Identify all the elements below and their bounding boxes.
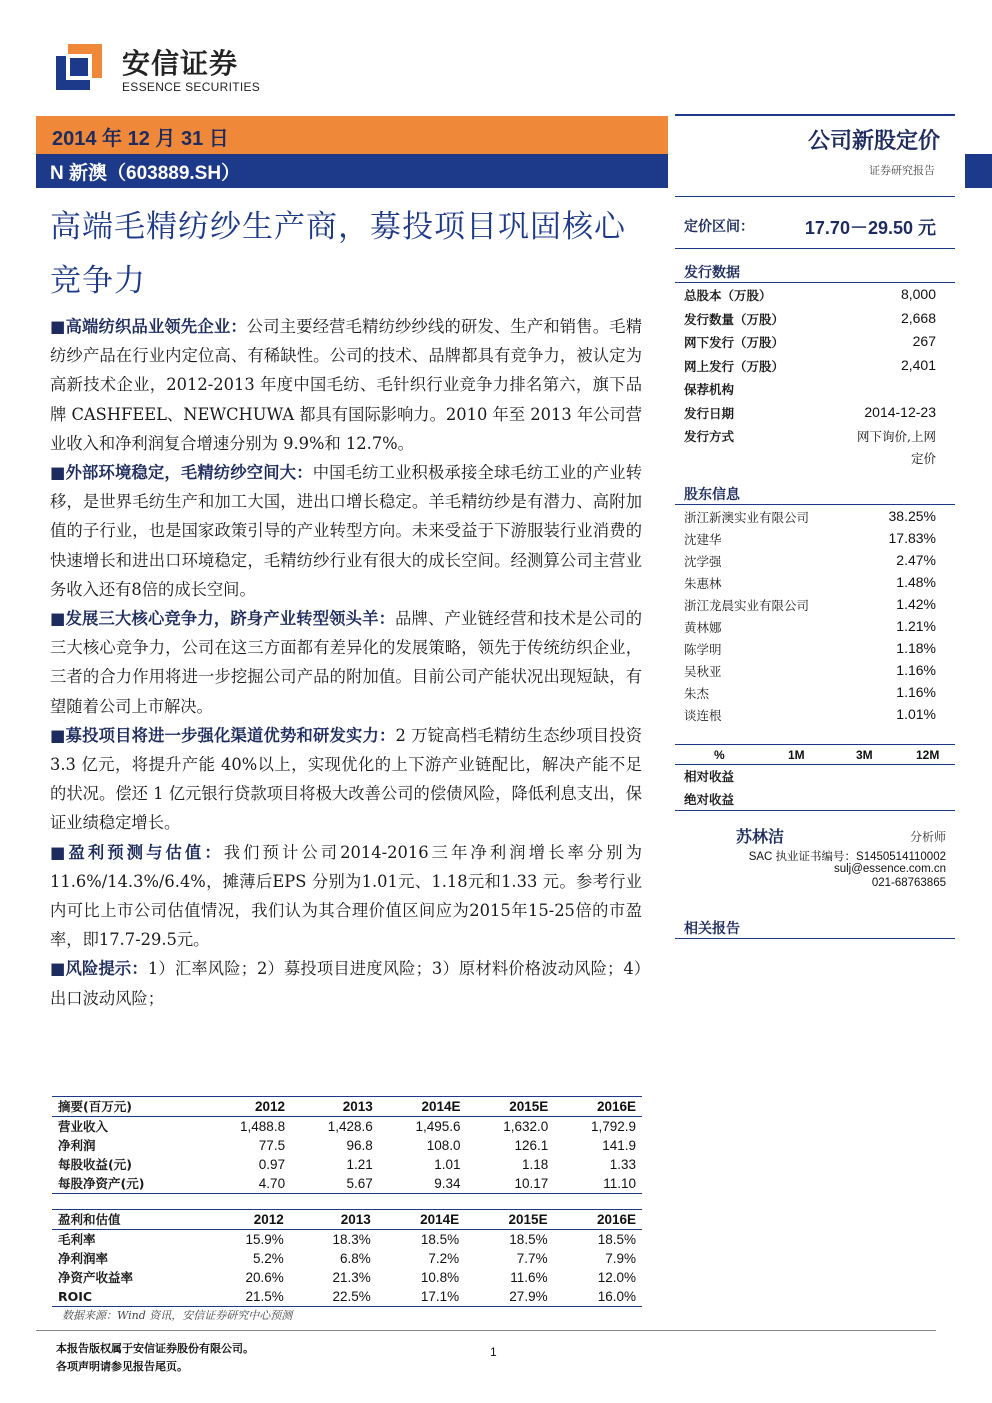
table-cell: 11.10 (554, 1174, 642, 1194)
bullet-paragraph (50, 721, 642, 838)
report-type: 公司新股定价 (807, 128, 940, 154)
issue-value: 2,668 (900, 310, 936, 326)
divider (675, 810, 955, 811)
bullet-heading: ■盈利预测与估值： (50, 842, 224, 862)
analyst-role: 分析师 (909, 830, 946, 844)
table-cell: 77.5 (258, 1138, 286, 1153)
table-header-cell: 2015E (467, 1097, 555, 1117)
table-row (52, 1249, 642, 1268)
issue-value: 网下询价,上网 (857, 429, 936, 444)
shareholder-percent: 1.42% (896, 596, 936, 612)
table-cell: 7.7% (516, 1251, 548, 1266)
table-cell: 10.8% (420, 1270, 460, 1285)
company-logo-icon (56, 44, 102, 90)
table-cell: 18.3% (332, 1232, 371, 1247)
table-cell: 5.2% (252, 1251, 284, 1266)
table-cell: 1,632.0 (503, 1119, 549, 1134)
bullet-heading: ■外部环境稳定，毛精纺纱空间大： (50, 463, 313, 483)
shareholder-percent: 1.01% (896, 706, 936, 722)
bullet-text: 2 万锭高档毛精纺生态纱项目投资 3.3 亿元，将提升产能 40%以上，实现优化的上下游产业链配比，解决产能不足的状况。偿还 1 亿元银行贷款项目将极大改善公司的偿债风险，降低利息支出，保证业绩稳定增长。 (50, 725, 642, 833)
issue-label: 发行日期 (684, 406, 735, 421)
divider (675, 282, 955, 283)
divider (675, 196, 955, 197)
table-cell: 16.0% (554, 1287, 642, 1307)
shareholder-name: 浙江新澳实业有限公司 (684, 510, 810, 525)
bullet-paragraph (50, 458, 642, 604)
table-cell: 净利润率 (58, 1251, 109, 1266)
shareholder-name: 陈学明 (684, 642, 722, 657)
bullet-paragraph (50, 312, 642, 458)
perf-col-3m: 3M (856, 748, 873, 762)
headline: 高端毛精纺纱生产商，募投项目巩固核心竞争力 (50, 209, 626, 299)
profitability-table (52, 1209, 642, 1307)
issue-label: 发行方式 (684, 429, 735, 444)
table-cell: 21.3% (332, 1270, 371, 1285)
table-cell: 108.0 (426, 1138, 461, 1153)
data-source-note: 数据来源：Wind 资讯，安信证券研究中心预测 (62, 1309, 293, 1322)
table-header-row (52, 1210, 642, 1230)
table-cell: 126.1 (514, 1138, 549, 1153)
perf-col-1m: 1M (788, 748, 805, 762)
table-cell: 9.34 (379, 1174, 467, 1194)
shareholder-percent: 1.16% (896, 684, 936, 700)
table-cell: 4.70 (203, 1174, 291, 1194)
shareholder-name: 浙江龙晨实业有限公司 (684, 598, 810, 613)
shareholder-percent: 1.18% (896, 640, 936, 656)
report-subtitle: 证券研究报告 (869, 164, 935, 177)
shareholder-percent: 1.48% (896, 574, 936, 590)
table-cell: 1.18 (521, 1157, 549, 1172)
table-row (52, 1117, 642, 1137)
bullet-heading: ■风险提示： (50, 959, 148, 979)
table-cell: 17.1% (377, 1287, 465, 1307)
bullet-text: 1）汇率风险；2）募投项目进度风险；3）原材料价格波动风险；4）出口波动风险； (50, 959, 642, 1008)
table-cell: 27.9% (465, 1287, 553, 1307)
brand-name-cn: 安信证券 (122, 47, 239, 80)
table-header-cell: 2016E (554, 1210, 642, 1230)
table-cell: 7.2% (428, 1251, 460, 1266)
table-cell: 12.0% (597, 1270, 636, 1285)
issue-value: 8,000 (900, 286, 936, 302)
bullet-text: 中国毛纺工业积极承接全球毛纺工业的产业转移，是世界毛纺生产和加工大国，进出口增长稳定。羊毛精纺纱是有潜力、高附加值的子行业，也是国家政策引导的产业转型方向。未来受益于下游服装行业消费的快速增长和进出口环境稳定，毛精纺纱行业有很大的成长空间。经测算公司主营业务收入还有8倍的成长空间。 (50, 463, 642, 599)
bullet-text: 公司主要经营毛精纺纱纱线的研发、生产和销售。毛精纺纱产品在行业内定位高、有稀缺性。公司的技术、品牌都具有竞争力，被认定为高新技术企业，2012-2013 年度中国毛纺、毛针织行业竞争力排名第六，旗下品牌 CASHFEEL、NEWCHUWA 都具有国际影响力。2010 年至 2013 年公司营业收入和净利润复合增速分别为 9.9%和 12.7%。 (50, 317, 642, 453)
divider (675, 114, 955, 116)
table-header-cell: 2016E (554, 1097, 642, 1117)
table-cell: 毛利率 (58, 1232, 96, 1247)
table-cell: 净资产收益率 (58, 1270, 134, 1285)
analyst-name: 苏林洁 (736, 827, 785, 846)
table-cell: 18.5% (509, 1232, 548, 1247)
shareholder-percent: 38.25% (888, 508, 936, 524)
divider (675, 248, 955, 249)
related-reports-title: 相关报告 (684, 921, 740, 937)
table-header-cell: 2013 (290, 1210, 377, 1230)
table-cell: 1.33 (609, 1157, 636, 1172)
table-cell: 22.5% (290, 1287, 377, 1307)
copyright-note: 本报告版权属于安信证券股份有限公司。 (56, 1342, 254, 1355)
analyst-email[interactable]: sulj@essence.com.cn (833, 863, 946, 875)
issue-label: 保荐机构 (684, 382, 735, 397)
report-date: 2014 年 12 月 31 日 (52, 128, 229, 150)
table-header-cell: 盈利和估值 (52, 1210, 203, 1230)
issue-label: 网上发行（万股） (684, 359, 785, 374)
perf-col-unit: % (714, 748, 725, 762)
table-cell: 18.5% (420, 1232, 460, 1247)
perf-label: 绝对收益 (684, 792, 735, 807)
table-cell: 21.5% (203, 1287, 290, 1307)
shareholder-percent: 1.16% (896, 662, 936, 678)
table-row (52, 1230, 642, 1250)
bullet-text: 我们预计公司2014-2016三年净利润增长率分别为11.6%/14.3%/6.4%，摊薄后EPS 分别为1.01元、1.18元和1.33 元。参考行业内可比上市公司估值情况，我们认为其合理价值区间应为2015年15-25倍的市盈率，即17.7-29.5元。 (50, 842, 642, 950)
shareholder-percent: 1.21% (896, 618, 936, 634)
table-cell: 6.8% (340, 1251, 371, 1266)
divider (675, 744, 955, 745)
table-cell: 1,428.6 (327, 1119, 373, 1134)
table-cell: 20.6% (245, 1270, 284, 1285)
issue-value: 267 (912, 333, 936, 349)
shareholder-name: 黄林娜 (684, 620, 722, 635)
issue-value: 2,401 (900, 357, 936, 373)
issue-value: 定价 (910, 451, 936, 466)
stock-name: N 新澳（603889.SH） (50, 163, 241, 184)
bullet-heading: ■发展三大核心竞争力，跻身产业转型领头羊： (50, 609, 396, 629)
bullet-paragraph (50, 838, 642, 955)
shareholder-name: 吴秋亚 (684, 664, 722, 679)
table-cell: 141.9 (602, 1138, 636, 1153)
report-body (50, 312, 642, 1013)
table-row (52, 1155, 642, 1174)
table-header-cell: 摘要(百万元) (52, 1097, 203, 1117)
shareholder-name: 谈连根 (684, 708, 722, 723)
table-row (52, 1287, 642, 1307)
disclaimer-note: 各项声明请参见报告尾页。 (56, 1360, 188, 1373)
perf-col-12m: 12M (916, 748, 940, 762)
price-range (684, 216, 936, 238)
table-cell: 1,488.8 (240, 1119, 286, 1134)
issue-label: 发行数量（万股） (684, 312, 785, 327)
price-range-label: 定价区间： (684, 219, 754, 235)
divider (675, 764, 955, 765)
table-header-row (52, 1097, 642, 1117)
price-range-value: 17.70－29.50 元 (804, 218, 936, 238)
analyst-phone: 021-68763865 (871, 877, 946, 889)
table-cell: 15.9% (245, 1232, 284, 1247)
table-cell: 0.97 (258, 1157, 286, 1172)
table-row (52, 1268, 642, 1287)
table-cell: 96.8 (346, 1138, 373, 1153)
issue-data-title: 发行数据 (684, 265, 740, 281)
table-cell: 1,792.9 (590, 1119, 636, 1134)
shareholder-name: 朱杰 (684, 686, 710, 701)
financial-summary-table (52, 1096, 642, 1194)
table-header-cell: 2015E (465, 1210, 553, 1230)
table-header-cell: 2013 (291, 1097, 379, 1117)
bullet-paragraph (50, 604, 642, 721)
table-cell: 18.5% (597, 1232, 636, 1247)
bullet-paragraph (50, 954, 642, 1012)
table-cell: 1.21 (346, 1157, 373, 1172)
table-cell: 10.17 (467, 1174, 555, 1194)
header-tab (965, 154, 992, 188)
issue-value: 2014-12-23 (864, 404, 936, 420)
issue-label: 总股本（万股） (684, 288, 772, 303)
table-row (52, 1136, 642, 1155)
shareholder-name: 朱惠林 (684, 576, 722, 591)
table-header-cell: 2014E (377, 1210, 465, 1230)
shareholder-percent: 17.83% (888, 530, 936, 546)
page-number: 1 (490, 1345, 497, 1359)
divider (675, 504, 955, 505)
table-header-cell: 2012 (203, 1210, 290, 1230)
bullet-heading: ■高端纺织品业领先企业： (50, 317, 247, 336)
shareholder-percent: 2.47% (896, 552, 936, 568)
table-cell: ROIC (52, 1287, 203, 1307)
table-cell: 每股收益(元) (58, 1157, 132, 1172)
table-cell: 11.6% (510, 1270, 548, 1285)
perf-label: 相对收益 (684, 769, 735, 784)
table-cell: 1.01 (434, 1157, 461, 1172)
table-cell: 营业收入 (58, 1119, 109, 1134)
table-cell: 5.67 (291, 1174, 379, 1194)
table-cell: 7.9% (605, 1251, 636, 1266)
shareholder-name: 沈学强 (684, 554, 722, 569)
table-cell: 1,495.6 (415, 1119, 461, 1134)
table-cell: 净利润 (58, 1138, 96, 1153)
table-header-cell: 2014E (379, 1097, 467, 1117)
bullet-text: 品牌、产业链经营和技术是公司的三大核心竞争力，公司在这三方面都有差异化的发展策略，领先于传统纺织企业，三者的合力作用将进一步挖掘公司产品的附加值。目前公司产能状况出现短缺，有望随着公司上市解决。 (50, 609, 642, 716)
table-cell: 每股净资产(元) (52, 1174, 203, 1194)
table-row (52, 1174, 642, 1194)
footer-divider (36, 1330, 936, 1331)
shareholder-name: 沈建华 (684, 532, 722, 547)
brand-name-en: ESSENCE SECURITIES (122, 80, 261, 94)
issue-label: 网下发行（万股） (684, 335, 785, 350)
analyst-certificate: SAC 执业证书编号：S1450514110002 (748, 851, 946, 863)
shareholders-title: 股东信息 (684, 487, 740, 503)
divider (675, 938, 955, 939)
table-header-cell: 2012 (203, 1097, 291, 1117)
bullet-heading: ■募投项目将进一步强化渠道优势和研发实力： (50, 725, 396, 745)
